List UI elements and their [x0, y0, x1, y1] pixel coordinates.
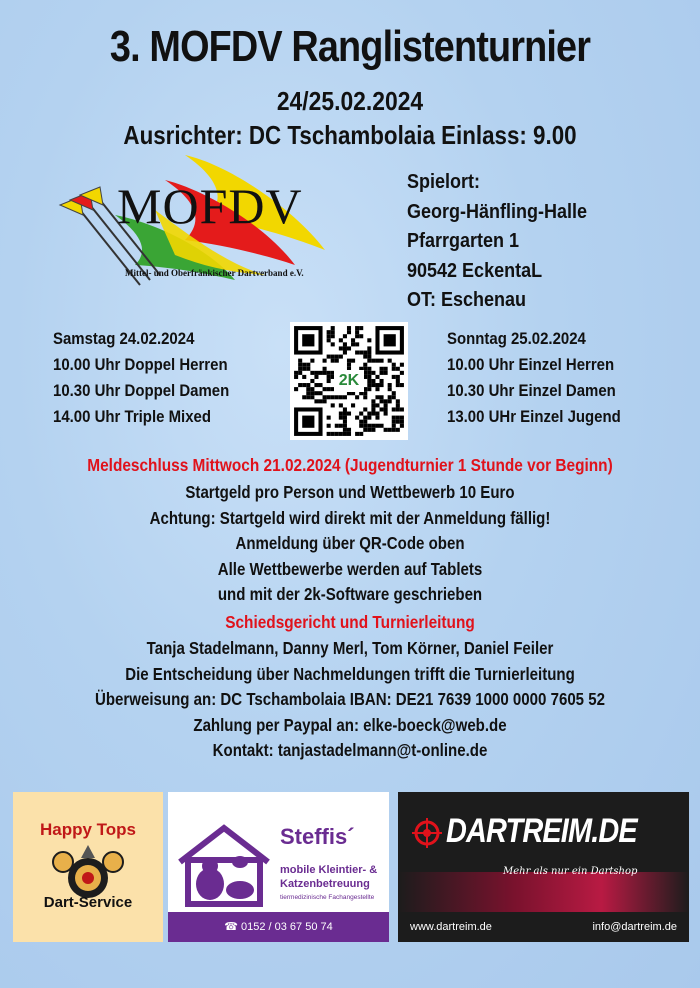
venue-street: Pfarrgarten 1 [407, 230, 520, 252]
qr-center-label: 2K [334, 370, 364, 392]
organisation-block [49, 636, 651, 764]
dartreim-web: www.dartreim.de [410, 921, 492, 933]
schedule-item: 10.00 Uhr Doppel Herren [53, 355, 228, 374]
tablet-info: Alle Wettbewerbe werden auf Tablets [217, 558, 483, 579]
dartreim-mail: info@dartreim.de [592, 921, 677, 933]
steffis-name: Steffis´ [280, 824, 355, 849]
fee-notice: Achtung: Startgeld wird direkt mit der Anmeldung fällig! [149, 507, 551, 528]
venue-hall: Georg-Hänfling-Halle [407, 200, 588, 223]
schedule-item: 10.00 Uhr Einzel Herren [447, 355, 615, 374]
logo-subtitle: Mittel- und Oberfränkischer Dartverband e.V. [125, 268, 304, 278]
dart-service-label: Dart-Service [43, 894, 133, 911]
late-entry-note: Die Entscheidung über Nachmeldungen trifft die Turnierleitung [125, 663, 575, 684]
paypal-info: Zahlung per Paypal an: elke-boeck@web.de [193, 714, 507, 735]
dartreim-slogan: Mehr als nur ein Dartshop [503, 866, 638, 877]
referee-heading: Schiedsgericht und Turnierleitung [225, 612, 475, 632]
host-line: Ausrichter: DC Tschambolaia Einlass: 9.00 [123, 120, 577, 150]
info-block [49, 480, 651, 608]
steffis-phone: ☎ 0152 / 03 67 50 74 [224, 921, 333, 933]
venue-label: Spielort: [407, 171, 481, 193]
sunday-date: Sonntag 25.02.2024 [447, 329, 586, 348]
venue-city: 90542 EckentaL [407, 259, 543, 282]
dartreim-stripe [398, 872, 689, 912]
mofdv-logo [55, 155, 355, 295]
event-date: 24/25.02.2024 [276, 86, 424, 116]
steffis-line1: mobile Kleintier- & [280, 864, 378, 876]
sponsor-happy-tops [13, 792, 163, 942]
software-info: und mit der 2k-Software geschrieben [217, 584, 483, 604]
qr-code[interactable] [290, 322, 408, 440]
steffis-line3: tiermedizinische Fachangestellte [280, 894, 375, 901]
sunday-schedule [447, 326, 621, 430]
registration-deadline: Meldeschluss Mittwoch 21.02.2024 (Jugendturnier 1 Stunde vor Beginn) [87, 455, 613, 475]
venue-district: OT: Eschenau [407, 289, 527, 311]
contact-info: Kontakt: tanjastadelmann@t-online.de [212, 740, 488, 760]
steffis-phone-bar [168, 912, 389, 942]
logo-text: MOFDV [117, 178, 303, 234]
schedule-item: 10.30 Uhr Einzel Damen [447, 381, 616, 400]
referee-names: Tanja Stadelmann, Danny Merl, Tom Körner, Daniel Feiler [146, 638, 554, 658]
page-title: 3. MOFDV Ranglistenturnier [109, 22, 591, 71]
saturday-date: Samstag 24.02.2024 [53, 329, 195, 348]
dart-mascot-icon [43, 840, 133, 900]
entry-fee: Startgeld pro Person und Wettbewerb 10 Euro [185, 482, 515, 502]
dartreim-name: DARTREIM.DE [446, 812, 637, 850]
sponsor-dartreim [398, 792, 689, 942]
bank-details: Überweisung an: DC Tschambolaia IBAN: DE21 7639 1000 0000 7605 52 [94, 689, 605, 709]
saturday-schedule [53, 326, 229, 430]
registration-info: Anmeldung über QR-Code oben [235, 533, 465, 553]
house-pets-icon [174, 822, 274, 907]
steffis-line2: Katzenbetreuung [280, 878, 370, 890]
sponsor-steffis [168, 792, 389, 942]
happy-tops-title: Happy Tops [39, 820, 137, 839]
schedule-item: 10.30 Uhr Doppel Damen [53, 381, 230, 400]
schedule-item: 13.00 UHr Einzel Jugend [447, 407, 621, 426]
schedule-item: 14.00 Uhr Triple Mixed [53, 407, 211, 426]
venue-block [407, 168, 587, 316]
target-icon [412, 818, 442, 848]
